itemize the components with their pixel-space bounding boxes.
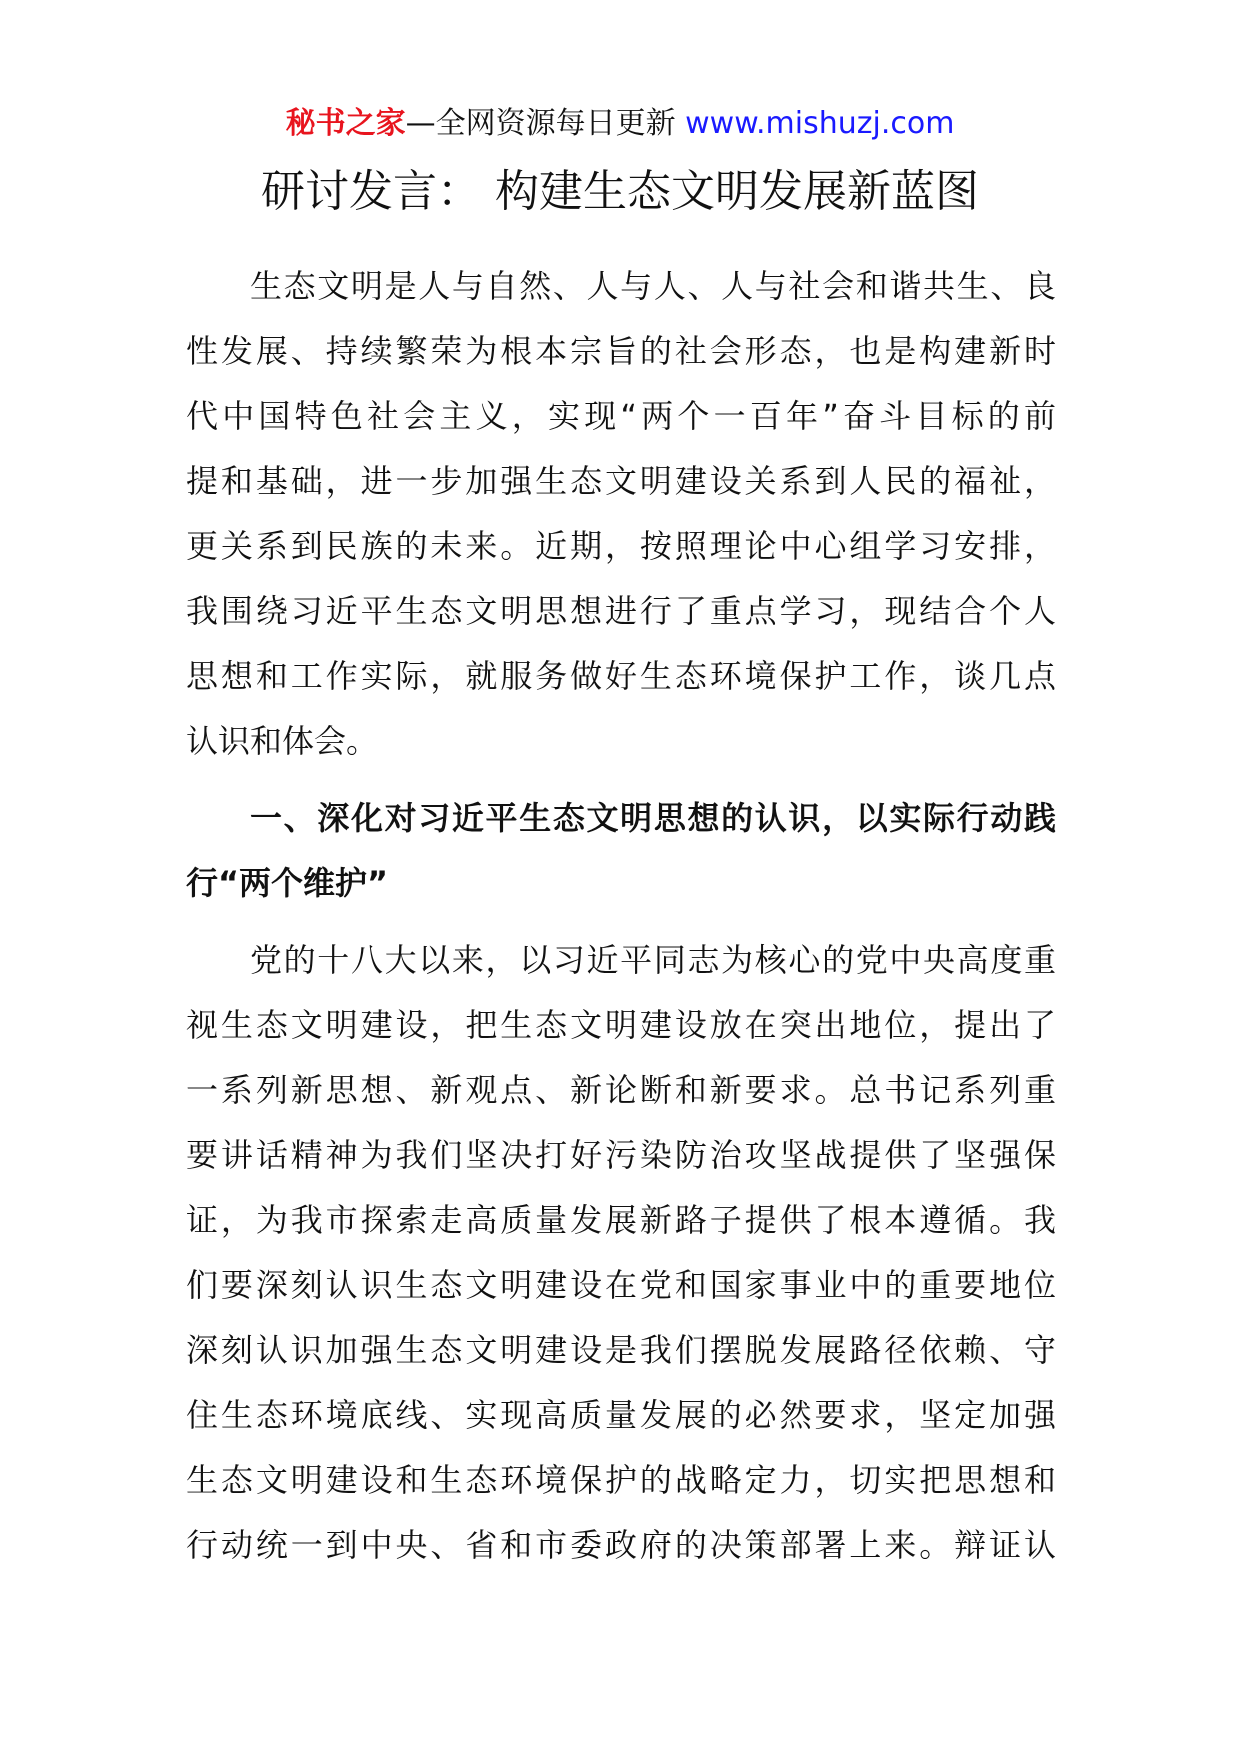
paragraph-line: 行动统一到中央、省和市委政府的决策部署上来。辩证认 [186,1526,1056,1564]
paragraph-line: 要讲话精神为我们坚决打好污染防治攻坚战提供了坚强保 [186,1136,1056,1174]
paragraph-line: 我围绕习近平生态文明思想进行了重点学习，现结合个人 [186,592,1056,630]
paragraph-line: 住生态环境底线、实现高质量发展的必然要求，坚定加强 [186,1396,1056,1434]
paragraph-line: 思想和工作实际，就服务做好生态环境保护工作，谈几点 [186,657,1056,695]
section-1-heading [186,786,1056,916]
paragraph-line: 一系列新思想、新观点、新论断和新要求。总书记系列重 [186,1071,1056,1109]
paragraph-line: 性发展、持续繁荣为根本宗旨的社会形态，也是构建新时 [186,332,1056,370]
paragraph-line: 更关系到民族的未来。近期，按照理论中心组学习安排， [186,527,1056,565]
heading-line: 一、深化对习近平生态文明思想的认识，以实际行动践 [250,799,1056,837]
header-slogan: —全网资源每日更新 [405,106,676,141]
paragraph-line: 证，为我市探索走高质量发展新路子提供了根本遵循。我 [186,1201,1056,1239]
paragraph-line: 代中国特色社会主义，实现“两个一百年”奋斗目标的前 [186,397,1056,435]
document-title: 研讨发言： 构建生态文明发展新蓝图 [261,166,979,217]
paragraph-line: 提和基础，进一步加强生态文明建设关系到人民的福祉， [186,462,1056,500]
site-header [0,104,1240,144]
paragraph-line: 视生态文明建设，把生态文明建设放在突出地位，提出了 [186,1006,1056,1044]
paragraph-line: 认识和体会。 [186,722,379,760]
paragraph-line: 们要深刻认识生态文明建设在党和国家事业中的重要地位 [186,1266,1056,1304]
site-url-link[interactable]: www.mishuzj.com [685,106,955,141]
paragraph-line: 生态文明建设和生态环境保护的战略定力，切实把思想和 [186,1461,1056,1499]
paragraph-1 [186,254,1056,774]
document-body [186,254,1056,1578]
paragraph-line: 党的十八大以来，以习近平同志为核心的党中央高度重 [250,941,1056,979]
paragraph-line: 生态文明是人与自然、人与人、人与社会和谐共生、良 [250,267,1056,305]
paragraph-line: 深刻认识加强生态文明建设是我们摆脱发展路径依赖、守 [186,1331,1056,1369]
brand-name: 秘书之家 [285,106,406,141]
paragraph-2 [186,928,1056,1578]
heading-line: 行“两个维护” [186,864,389,902]
